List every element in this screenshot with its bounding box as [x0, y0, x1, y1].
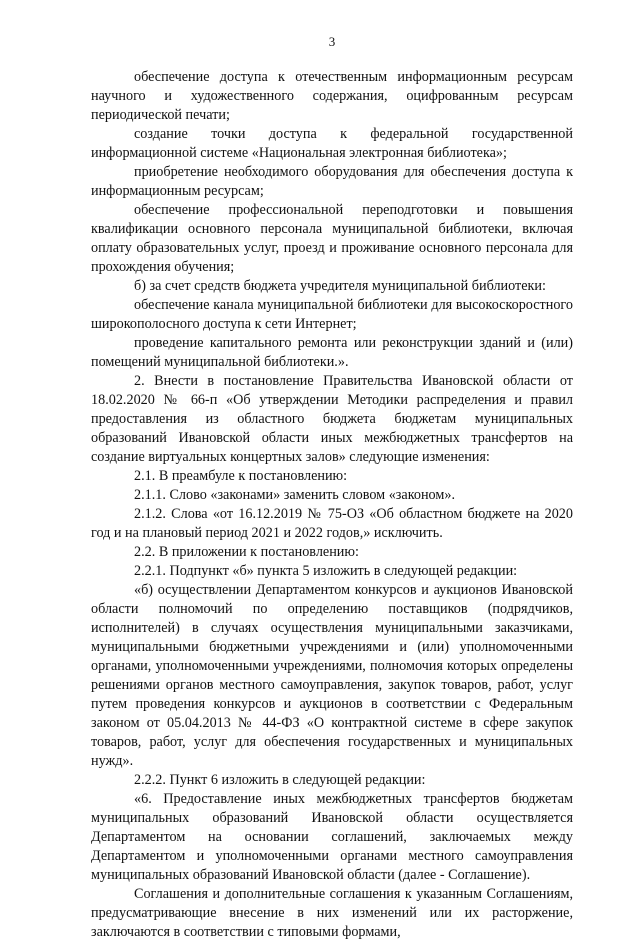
paragraph: «б) осуществлении Департаментом конкурсов и аукционов Ивановской области полномочий по определению поставщиков (подрядчиков, исполнителей) в случаях осуществления муниципальными заказчиками, муниципальными бюджетными учреждениями и (или) уполномоченными органами, уполномоченными учреждениями, полномочия которых определены решениями органов местного самоуправления, закупок товаров, работ, услуг путем проведения конкурсов и аукционов в соответствии с Федеральным законом от 05.04.2013 № 44-ФЗ «О контрактной системе в сфере закупок товаров, работ, услуг для обеспечения государственных и муниципальных нужд». — [91, 582, 573, 769]
paragraph: 2.1.1. Слово «законами» заменить словом «законом». — [134, 487, 456, 503]
paragraph: 2.1.2. Слова «от 16.12.2019 № 75-ОЗ «Об областном бюджете на 2020 год и на плановый период 2021 и 2022 годов,» исключить. — [91, 506, 573, 541]
paragraph: б) за счет средств бюджета учредителя муниципальной библиотеки: — [134, 278, 546, 294]
paragraph: проведение капитального ремонта или реконструкции зданий и (или) помещений муниципальной библиотеки.». — [91, 335, 573, 370]
paragraph: 2.2.1. Подпункт «б» пункта 5 изложить в следующей редакции: — [134, 563, 518, 579]
paragraph: Соглашения и дополнительные соглашения к указанным Соглашениям, предусматривающие внесение в них изменений или их расторжение, заключаются в соответствии с типовыми формами, — [91, 886, 573, 940]
paragraph: обеспечение канала муниципальной библиотеки для высокоскоростного широкополосного доступа к сети Интернет; — [91, 297, 573, 332]
paragraph: 2. Внести в постановление Правительства Ивановской области от 18.02.2020 № 66-п «Об утверждении Методики распределения и правил предоставления из областного бюджета бюджетам муниципальных образований Ивановской области иных межбюджетных трансфертов на создание виртуальных концертных залов» следующие изменения: — [91, 373, 573, 465]
paragraph: обеспечение профессиональной переподготовки и повышения квалификации основного персонала муниципальной библиотеки, включая оплату образовательных услуг, проезд и проживание основного персонала для прохождения обучения; — [91, 202, 573, 275]
paragraph: 2.1. В преамбуле к постановлению: — [134, 468, 348, 484]
paragraph: создание точки доступа к федеральной государственной информационной системе «Национальная электронная библиотека»; — [91, 126, 573, 161]
paragraph: приобретение необходимого оборудования для обеспечения доступа к информационным ресурсам; — [91, 164, 573, 199]
document-body — [91, 68, 573, 942]
paragraph: «6. Предоставление иных межбюджетных трансфертов бюджетам муниципальных образований Ивановской области осуществляется Департаментом на основании соглашений, заключаемых между Департаментом и уполномоченными органами местного самоуправления муниципальных образований Ивановской области (далее - Соглашение). — [91, 791, 573, 883]
page-number: 3 — [328, 34, 336, 49]
paragraph: 2.2.2. Пункт 6 изложить в следующей редакции: — [134, 772, 426, 788]
paragraph: обеспечение доступа к отечественным информационным ресурсам научного и художественного содержания, оцифрованным ресурсам периодической печати; — [91, 69, 573, 123]
paragraph: 2.2. В приложении к постановлению: — [134, 544, 359, 560]
